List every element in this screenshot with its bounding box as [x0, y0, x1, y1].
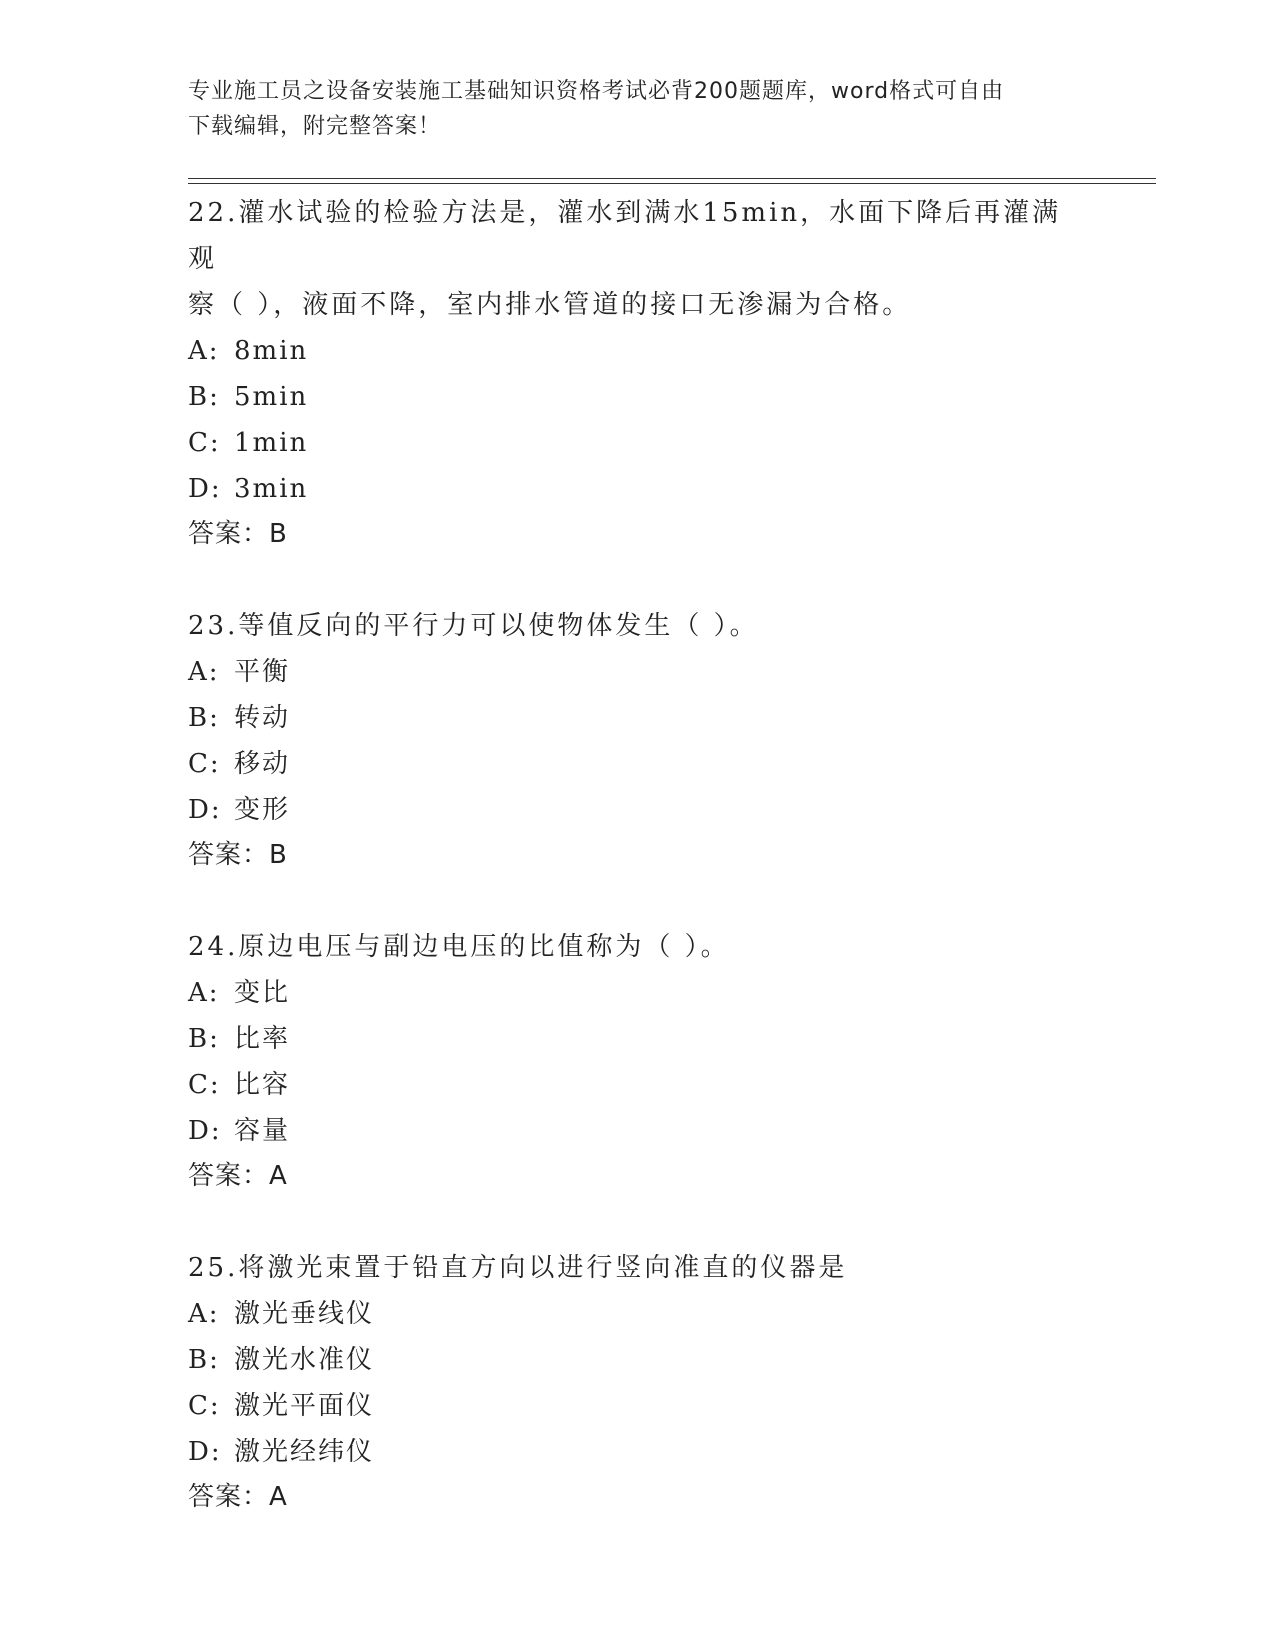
- option-a: [188, 328, 1088, 374]
- option-text: 转动: [234, 703, 291, 733]
- option-key: D:: [188, 1437, 222, 1467]
- question-stem: 25.将激光束置于铅直方向以进行竖向准直的仪器是: [188, 1253, 848, 1283]
- option-key: D:: [188, 474, 222, 504]
- question-stem: 22.灌水试验的检验方法是，灌水到满水15min，水面下降后再灌满观: [188, 198, 1062, 274]
- question-24: [188, 924, 1088, 1198]
- option-text: 激光水准仪: [234, 1345, 375, 1375]
- option-key: C:: [188, 428, 221, 458]
- question-stem: 23.等值反向的平行力可以使物体发生（ ）。: [188, 611, 759, 641]
- option-key: B:: [188, 1345, 220, 1375]
- header-line-1: 专业施工员之设备安装施工基础知识资格考试必背200题题库，word格式可自由: [188, 79, 1005, 104]
- question-stem: 24.原边电压与副边电压的比值称为（ ）。: [188, 932, 730, 962]
- option-b: [188, 374, 1088, 420]
- option-key: A:: [188, 336, 220, 366]
- option-key: A:: [188, 657, 220, 687]
- option-text: 5min: [234, 382, 309, 412]
- option-d: [188, 466, 1088, 512]
- option-key: C:: [188, 749, 221, 779]
- option-text: 容量: [234, 1116, 291, 1146]
- option-a: [188, 1291, 1088, 1337]
- option-b: [188, 1337, 1088, 1383]
- option-c: [188, 420, 1088, 466]
- option-key: B:: [188, 1024, 220, 1054]
- question-list: [188, 190, 1088, 1566]
- option-text: 比容: [234, 1070, 291, 1100]
- option-d: [188, 1108, 1088, 1154]
- option-text: 变形: [234, 795, 291, 825]
- option-a: [188, 970, 1088, 1016]
- option-c: [188, 1383, 1088, 1429]
- option-text: 比率: [234, 1024, 291, 1054]
- option-text: 移动: [234, 749, 291, 779]
- answer-line: 答案：A: [188, 1482, 288, 1512]
- option-key: C:: [188, 1391, 221, 1421]
- answer-line: 答案：B: [188, 840, 288, 870]
- question-22: [188, 190, 1088, 556]
- question-stem-continued: 察（ ），液面不降，室内排水管道的接口无渗漏为合格。: [188, 290, 912, 320]
- header-divider-bottom: [188, 183, 1156, 184]
- option-a: [188, 649, 1088, 695]
- option-c: [188, 741, 1088, 787]
- option-key: C:: [188, 1070, 221, 1100]
- option-text: 激光垂线仪: [234, 1299, 375, 1329]
- option-text: 1min: [234, 428, 309, 458]
- option-key: A:: [188, 1299, 220, 1329]
- header-line-2: 下载编辑，附完整答案！: [188, 114, 442, 139]
- option-text: 8min: [234, 336, 309, 366]
- answer-line: 答案：A: [188, 1161, 288, 1191]
- option-text: 激光经纬仪: [234, 1437, 375, 1467]
- option-key: D:: [188, 1116, 222, 1146]
- option-text: 变比: [234, 978, 291, 1008]
- option-key: A:: [188, 978, 220, 1008]
- option-b: [188, 695, 1088, 741]
- document-header: [188, 74, 1078, 144]
- option-key: B:: [188, 382, 220, 412]
- question-25: [188, 1245, 1088, 1519]
- answer-line: 答案：B: [188, 519, 288, 549]
- option-b: [188, 1016, 1088, 1062]
- option-text: 3min: [234, 474, 309, 504]
- option-c: [188, 1062, 1088, 1108]
- header-divider-top: [188, 178, 1156, 179]
- option-text: 激光平面仪: [234, 1391, 375, 1421]
- option-key: D:: [188, 795, 222, 825]
- question-23: [188, 603, 1088, 877]
- option-key: B:: [188, 703, 220, 733]
- option-d: [188, 787, 1088, 833]
- option-d: [188, 1429, 1088, 1475]
- option-text: 平衡: [234, 657, 291, 687]
